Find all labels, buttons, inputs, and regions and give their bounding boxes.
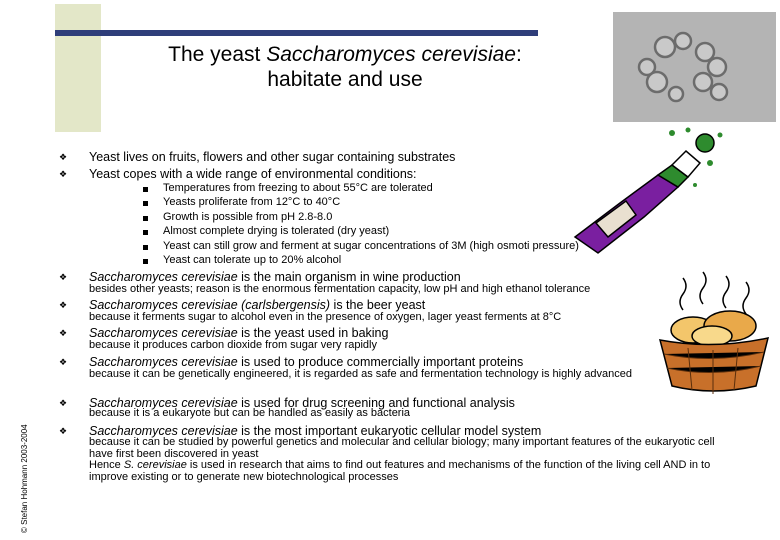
square-bullet-icon <box>143 216 148 221</box>
use-explanation: because it can be genetically engineered, it is regarded as safe and fermentation technology is highly advanced <box>89 368 633 380</box>
bullet-icon: ❖ <box>59 300 68 310</box>
yeast-micrograph-image <box>613 12 776 122</box>
bullet-icon: ❖ <box>59 426 68 436</box>
square-bullet-icon <box>143 245 148 250</box>
bullet-icon: ❖ <box>59 328 68 338</box>
bullet-icon: ❖ <box>59 152 68 162</box>
condition-item: Growth is possible from pH 2.8-8.0 <box>163 211 333 223</box>
use-heading: Saccharomyces cerevisiae is used for drug screening and functional analysis <box>89 396 515 410</box>
slide-title: The yeast Saccharomyces cerevisiae: habitate and use <box>168 43 522 91</box>
intro-line: Yeast copes with a wide range of environmental conditions: <box>89 167 417 181</box>
use-explanation: because it can be studied by powerful genetics and molecular and cellular biology; many important features of the eukaryotic cell have first been discovered in yeast Hence S. cerevisiae is used in research that aims to find out features and mechanisms of the function of the living cell AND in to improve existing or to generate new biotechnological processes <box>89 436 715 483</box>
condition-item: Yeasts proliferate from 12°C to 40°C <box>163 196 341 208</box>
champagne-bottle-illustration <box>560 125 725 265</box>
condition-item: Yeast can still grow and ferment at sugar concentrations of 3M (high osmoti pressure) <box>163 240 579 252</box>
copyright-note: © Stefan Hohmann 2003-2004 <box>20 424 29 533</box>
condition-item: Yeast can tolerate up to 20% alcohol <box>163 254 342 266</box>
square-bullet-icon <box>143 259 148 264</box>
use-explanation: because it produces carbon dioxide from sugar very rapidly <box>89 339 377 351</box>
use-heading: Saccharomyces cerevisiae is used to produce commercially important proteins <box>89 355 524 369</box>
intro-line: Yeast lives on fruits, flowers and other sugar containing substrates <box>89 150 456 164</box>
square-bullet-icon <box>143 201 148 206</box>
condition-item: Almost complete drying is tolerated (dry yeast) <box>163 225 390 237</box>
use-explanation: besides other yeasts; reason is the enormous fermentation capacity, low pH and high ethanol tolerance <box>89 283 591 295</box>
condition-item: Temperatures from freezing to about 55°C are tolerated <box>163 182 433 194</box>
bread-basket-illustration <box>648 268 778 398</box>
bullet-icon: ❖ <box>59 398 68 408</box>
square-bullet-icon <box>143 187 148 192</box>
bullet-icon: ❖ <box>59 169 68 179</box>
use-heading: Saccharomyces cerevisiae (carlsbergensis) is the beer yeast <box>89 298 426 312</box>
use-heading: Saccharomyces cerevisiae is the main organism in wine production <box>89 270 461 284</box>
use-explanation: because it is a eukaryote but can be handled as easily as bacteria <box>89 407 411 419</box>
use-heading: Saccharomyces cerevisiae is the yeast used in baking <box>89 326 389 340</box>
use-explanation: because it ferments sugar to alcohol even in the presence of oxygen, lager yeast ferments at 8°C <box>89 311 562 323</box>
decorative-vertical-bar <box>55 4 101 132</box>
use-heading: Saccharomyces cerevisiae is the most important eukaryotic cellular model system <box>89 424 542 438</box>
bullet-icon: ❖ <box>59 357 68 367</box>
square-bullet-icon <box>143 230 148 235</box>
bullet-icon: ❖ <box>59 272 68 282</box>
decorative-horizontal-bar <box>55 30 538 36</box>
